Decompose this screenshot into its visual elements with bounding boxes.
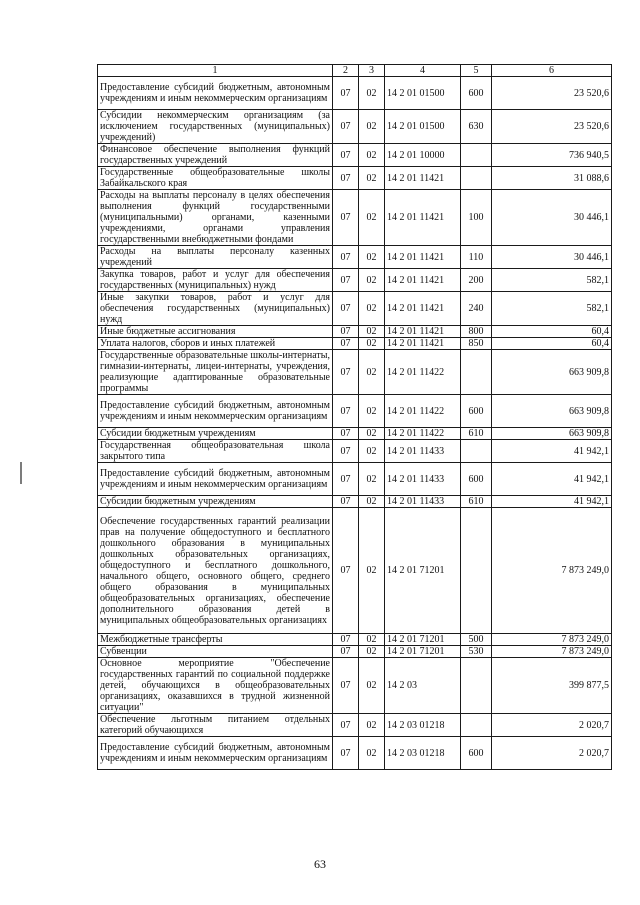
- scan-edge-mark: [20, 462, 22, 484]
- section-code-cell: 07: [333, 77, 359, 110]
- subsection-code-cell: 02: [359, 508, 385, 634]
- amount-cell: 41 942,1: [492, 463, 612, 496]
- subsection-code-cell: 02: [359, 190, 385, 246]
- table-row: [98, 395, 612, 428]
- column-header: 2: [333, 65, 359, 77]
- amount-cell: 736 940,5: [492, 144, 612, 167]
- row-name-cell: Предоставление субсидий бюджетным, автономным учреждениям и иным некоммерческим организациям: [98, 463, 333, 496]
- subsection-code-cell: 02: [359, 77, 385, 110]
- table-header-row: [98, 65, 612, 77]
- section-code-cell: 07: [333, 646, 359, 658]
- target-article-cell: 14 2 01 11422: [385, 395, 461, 428]
- amount-cell: 41 942,1: [492, 496, 612, 508]
- table-row: [98, 646, 612, 658]
- section-code-cell: 07: [333, 496, 359, 508]
- subsection-code-cell: 02: [359, 646, 385, 658]
- target-article-cell: 14 2 01 11422: [385, 350, 461, 395]
- expense-type-cell: 110: [461, 246, 492, 269]
- target-article-cell: 14 2 01 11421: [385, 292, 461, 326]
- expense-type-cell: 850: [461, 338, 492, 350]
- target-article-cell: 14 2 01 11421: [385, 190, 461, 246]
- amount-cell: 7 873 249,0: [492, 634, 612, 646]
- amount-cell: 2 020,7: [492, 714, 612, 737]
- section-code-cell: 07: [333, 658, 359, 714]
- table-row: [98, 508, 612, 634]
- subsection-code-cell: 02: [359, 714, 385, 737]
- row-name-cell: Финансовое обеспечение выполнения функций государственных учреждений: [98, 144, 333, 167]
- target-article-cell: 14 2 01 11422: [385, 428, 461, 440]
- expense-type-cell: 600: [461, 395, 492, 428]
- expense-type-cell: 610: [461, 428, 492, 440]
- target-article-cell: 14 2 01 71201: [385, 634, 461, 646]
- table-row: [98, 269, 612, 292]
- section-code-cell: 07: [333, 167, 359, 190]
- amount-cell: 582,1: [492, 292, 612, 326]
- column-header: 6: [492, 65, 612, 77]
- row-name-cell: Расходы на выплаты персоналу казенных учреждений: [98, 246, 333, 269]
- section-code-cell: 07: [333, 395, 359, 428]
- expense-type-cell: 600: [461, 737, 492, 770]
- table-row: [98, 144, 612, 167]
- section-code-cell: 07: [333, 326, 359, 338]
- expense-type-cell: 530: [461, 646, 492, 658]
- expense-type-cell: [461, 350, 492, 395]
- expense-type-cell: 600: [461, 463, 492, 496]
- target-article-cell: 14 2 01 01500: [385, 77, 461, 110]
- row-name-cell: Субсидии бюджетным учреждениям: [98, 496, 333, 508]
- subsection-code-cell: 02: [359, 338, 385, 350]
- row-name-cell: Уплата налогов, сборов и иных платежей: [98, 338, 333, 350]
- table-row: [98, 428, 612, 440]
- column-header: 3: [359, 65, 385, 77]
- table-row: [98, 167, 612, 190]
- table-row: [98, 496, 612, 508]
- target-article-cell: 14 2 03 01218: [385, 737, 461, 770]
- section-code-cell: 07: [333, 440, 359, 463]
- section-code-cell: 07: [333, 338, 359, 350]
- subsection-code-cell: 02: [359, 144, 385, 167]
- column-header: 1: [98, 65, 333, 77]
- section-code-cell: 07: [333, 737, 359, 770]
- row-name-cell: Обеспечение государственных гарантий реализации прав на получение общедоступного и бесплатного дошкольного образования в муниципальных дошкольных образовательных организациях, общедоступного и бесплатного дошкольного, начального общего, основного общего, среднего общего образования в муниципальных общеобразовательных организациях, обеспечение дополнительного образования детей в муниципальных общеобразовательных организациях: [98, 508, 333, 634]
- target-article-cell: 14 2 01 11433: [385, 440, 461, 463]
- subsection-code-cell: 02: [359, 395, 385, 428]
- section-code-cell: 07: [333, 350, 359, 395]
- expense-type-cell: [461, 714, 492, 737]
- subsection-code-cell: 02: [359, 292, 385, 326]
- amount-cell: 23 520,6: [492, 77, 612, 110]
- subsection-code-cell: 02: [359, 110, 385, 144]
- table-row: [98, 190, 612, 246]
- section-code-cell: 07: [333, 634, 359, 646]
- row-name-cell: Субсидии некоммерческим организациям (за исключением государственных (муниципальных) учреждений): [98, 110, 333, 144]
- section-code-cell: 07: [333, 292, 359, 326]
- expense-type-cell: 800: [461, 326, 492, 338]
- target-article-cell: 14 2 01 71201: [385, 646, 461, 658]
- target-article-cell: 14 2 01 11421: [385, 167, 461, 190]
- target-article-cell: 14 2 01 71201: [385, 508, 461, 634]
- expense-type-cell: 240: [461, 292, 492, 326]
- table-row: [98, 658, 612, 714]
- row-name-cell: Предоставление субсидий бюджетным, автономным учреждениям и иным некоммерческим организациям: [98, 77, 333, 110]
- budget-table: [97, 64, 612, 770]
- amount-cell: 60,4: [492, 338, 612, 350]
- amount-cell: 30 446,1: [492, 246, 612, 269]
- amount-cell: 30 446,1: [492, 190, 612, 246]
- amount-cell: 60,4: [492, 326, 612, 338]
- section-code-cell: 07: [333, 246, 359, 269]
- amount-cell: 663 909,8: [492, 395, 612, 428]
- target-article-cell: 14 2 03: [385, 658, 461, 714]
- table-row: [98, 292, 612, 326]
- row-name-cell: Иные закупки товаров, работ и услуг для обеспечения государственных (муниципальных) нужд: [98, 292, 333, 326]
- subsection-code-cell: 02: [359, 428, 385, 440]
- expense-type-cell: 610: [461, 496, 492, 508]
- row-name-cell: Межбюджетные трансферты: [98, 634, 333, 646]
- row-name-cell: Предоставление субсидий бюджетным, автономным учреждениям и иным некоммерческим организациям: [98, 395, 333, 428]
- table-row: [98, 350, 612, 395]
- target-article-cell: 14 2 01 11421: [385, 338, 461, 350]
- target-article-cell: 14 2 01 11421: [385, 246, 461, 269]
- amount-cell: 41 942,1: [492, 440, 612, 463]
- subsection-code-cell: 02: [359, 326, 385, 338]
- table-row: [98, 463, 612, 496]
- table-row: [98, 77, 612, 110]
- section-code-cell: 07: [333, 144, 359, 167]
- row-name-cell: Государственные образовательные школы-интернаты, гимназии-интернаты, лицеи-интернаты, учреждения, реализующие адаптированные образовательные программы: [98, 350, 333, 395]
- row-name-cell: Государственная общеобразовательная школа закрытого типа: [98, 440, 333, 463]
- subsection-code-cell: 02: [359, 658, 385, 714]
- column-header: 5: [461, 65, 492, 77]
- subsection-code-cell: 02: [359, 167, 385, 190]
- expense-type-cell: 500: [461, 634, 492, 646]
- amount-cell: 2 020,7: [492, 737, 612, 770]
- target-article-cell: 14 2 01 11421: [385, 269, 461, 292]
- expense-type-cell: [461, 144, 492, 167]
- expense-type-cell: [461, 658, 492, 714]
- subsection-code-cell: 02: [359, 350, 385, 395]
- row-name-cell: Основное мероприятие "Обеспечение государственных гарантий по социальной поддержке детей, обучающихся в общеобразовательных организациях, оказавшихся в трудной жизненной ситуации": [98, 658, 333, 714]
- amount-cell: 23 520,6: [492, 110, 612, 144]
- expense-type-cell: 630: [461, 110, 492, 144]
- table-row: [98, 737, 612, 770]
- amount-cell: 663 909,8: [492, 428, 612, 440]
- subsection-code-cell: 02: [359, 737, 385, 770]
- subsection-code-cell: 02: [359, 634, 385, 646]
- target-article-cell: 14 2 01 01500: [385, 110, 461, 144]
- page-number: 63: [314, 857, 326, 871]
- amount-cell: 663 909,8: [492, 350, 612, 395]
- amount-cell: 7 873 249,0: [492, 646, 612, 658]
- target-article-cell: 14 2 01 10000: [385, 144, 461, 167]
- target-article-cell: 14 2 01 11421: [385, 326, 461, 338]
- amount-cell: 31 088,6: [492, 167, 612, 190]
- subsection-code-cell: 02: [359, 246, 385, 269]
- section-code-cell: 07: [333, 269, 359, 292]
- section-code-cell: 07: [333, 190, 359, 246]
- row-name-cell: Субвенции: [98, 646, 333, 658]
- subsection-code-cell: 02: [359, 440, 385, 463]
- table-row: [98, 246, 612, 269]
- expense-type-cell: [461, 167, 492, 190]
- amount-cell: 582,1: [492, 269, 612, 292]
- row-name-cell: Государственные общеобразовательные школы Забайкальского края: [98, 167, 333, 190]
- row-name-cell: Расходы на выплаты персоналу в целях обеспечения выполнения функций государственными (муниципальными) органами, казенными учреждениями, органами управления государственными внебюджетными фондами: [98, 190, 333, 246]
- target-article-cell: 14 2 03 01218: [385, 714, 461, 737]
- table-row: [98, 634, 612, 646]
- section-code-cell: 07: [333, 428, 359, 440]
- section-code-cell: 07: [333, 463, 359, 496]
- column-header: 4: [385, 65, 461, 77]
- subsection-code-cell: 02: [359, 463, 385, 496]
- expense-type-cell: 200: [461, 269, 492, 292]
- section-code-cell: 07: [333, 714, 359, 737]
- table-row: [98, 110, 612, 144]
- amount-cell: 399 877,5: [492, 658, 612, 714]
- row-name-cell: Иные бюджетные ассигнования: [98, 326, 333, 338]
- target-article-cell: 14 2 01 11433: [385, 496, 461, 508]
- row-name-cell: Субсидии бюджетным учреждениям: [98, 428, 333, 440]
- table-row: [98, 338, 612, 350]
- subsection-code-cell: 02: [359, 269, 385, 292]
- section-code-cell: 07: [333, 110, 359, 144]
- table-row: [98, 440, 612, 463]
- row-name-cell: Закупка товаров, работ и услуг для обеспечения государственных (муниципальных) нужд: [98, 269, 333, 292]
- expense-type-cell: 100: [461, 190, 492, 246]
- subsection-code-cell: 02: [359, 496, 385, 508]
- section-code-cell: 07: [333, 508, 359, 634]
- row-name-cell: Обеспечение льготным питанием отдельных категорий обучающихся: [98, 714, 333, 737]
- table-row: [98, 326, 612, 338]
- row-name-cell: Предоставление субсидий бюджетным, автономным учреждениям и иным некоммерческим организациям: [98, 737, 333, 770]
- table-row: [98, 714, 612, 737]
- target-article-cell: 14 2 01 11433: [385, 463, 461, 496]
- expense-type-cell: [461, 440, 492, 463]
- expense-type-cell: [461, 508, 492, 634]
- amount-cell: 7 873 249,0: [492, 508, 612, 634]
- expense-type-cell: 600: [461, 77, 492, 110]
